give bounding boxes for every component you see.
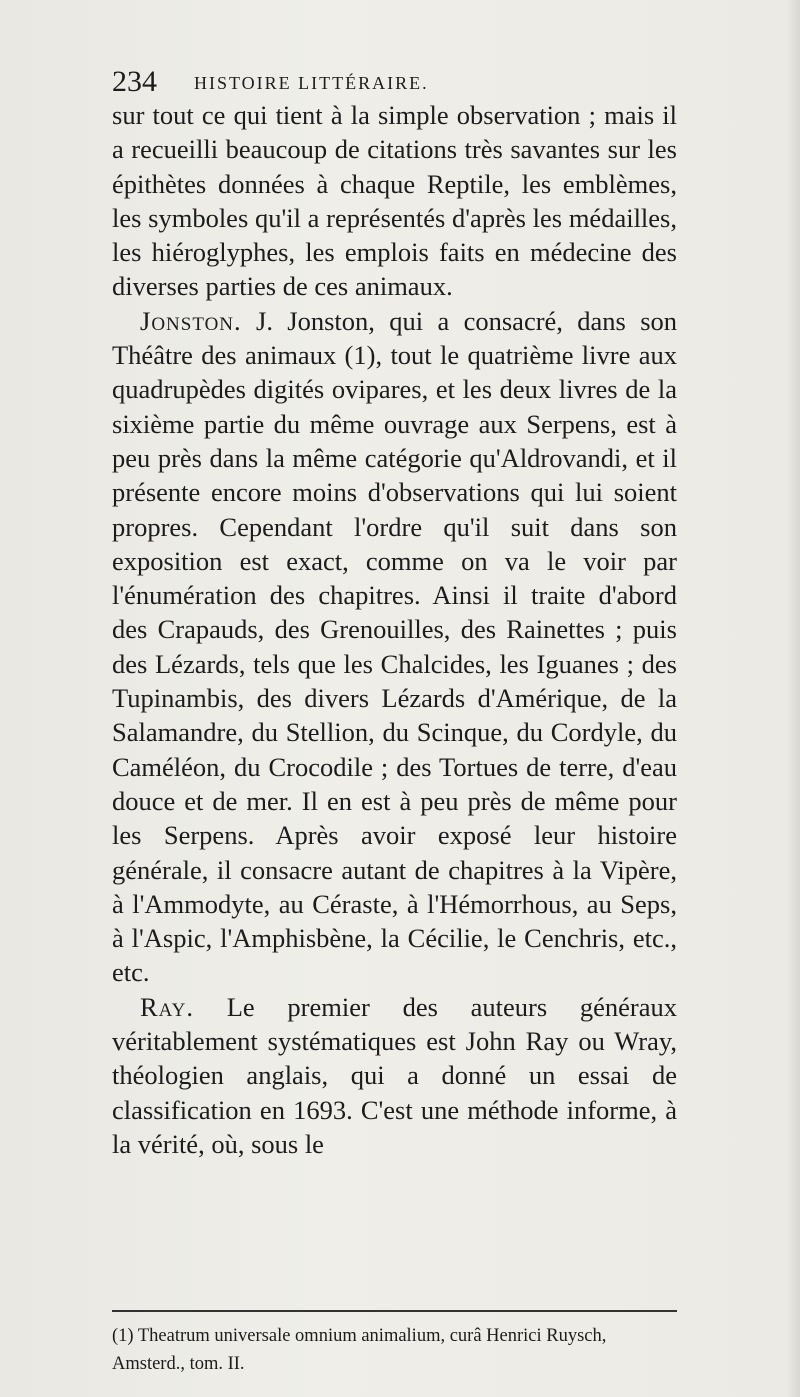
body-text: [112, 98, 677, 1161]
paragraph-lead-jonston: Jonston.: [140, 305, 242, 336]
footnote-rule: [112, 1310, 677, 1312]
paragraph-continuation: [112, 98, 677, 304]
footnote: [112, 1322, 682, 1378]
paragraph-text: Le premier des auteurs généraux véritablement systématiques est John Ray ou Wray, théologien anglais, qui a donné un essai de classification en 1693. C'est une méthode informe, à la vérité, où, sous le: [112, 991, 678, 1159]
running-head: [112, 62, 672, 102]
footnote-line: Amsterd., tom. II.: [112, 1354, 245, 1374]
page-number: 234: [112, 65, 157, 98]
page-edge-shadow: [786, 0, 800, 1397]
paragraph-text: J. Jonston, qui a consacré, dans son Théâtre des animaux (1), tout le quatrième livre aux quadrupèdes digités ovipares, et les deux livres de la sixième partie du même ouvrage aux Serpens, est à peu près dans la même catégorie qu'Aldrovandi, et il présente encore moins d'observations qui lui soient propres. Cependant l'ordre qu'il suit dans son exposition est exact, comme on va le voir par l'énumération des chapitres. Ainsi il traite d'abord des Crapauds, des Grenouilles, des Rainettes ; puis des Lézards, tels que les Chalcides, les Iguanes ; des Tupinambis, des divers Lézards d'Amérique, de la Salamandre, du Stellion, du Scinque, du Cordyle, du Caméléon, du Crocodile ; des Tortues de terre, d'eau douce et de mer. Il en est à peu près de même pour les Serpens. Après avoir exposé leur histoire générale, il consacre autant de chapitres à la Vipère, à l'Ammodyte, au Céraste, à l'Hémorrhous, au Seps, à l'Aspic, l'Amphisbène, la Cécilie, le Cenchris, etc., etc.: [112, 305, 678, 988]
footnote-line: (1) Theatrum universale omnium animalium, curâ Henrici Ruysch,: [112, 1326, 607, 1346]
running-title: HISTOIRE LITTÉRAIRE.: [194, 73, 429, 93]
paragraph-lead-ray: Ray.: [140, 991, 194, 1022]
paragraph-ray: [112, 990, 677, 1161]
paragraph-jonston: [112, 304, 677, 990]
paragraph-text: sur tout ce qui tient à la simple observation ; mais il a recueilli beaucoup de citations très savantes sur les épithètes données à chaque Reptile, les emblèmes, les symboles qu'il a représentés d'après les médailles, les hiéroglyphes, les emplois faits en médecine des diverses parties de ces animaux.: [112, 100, 677, 302]
